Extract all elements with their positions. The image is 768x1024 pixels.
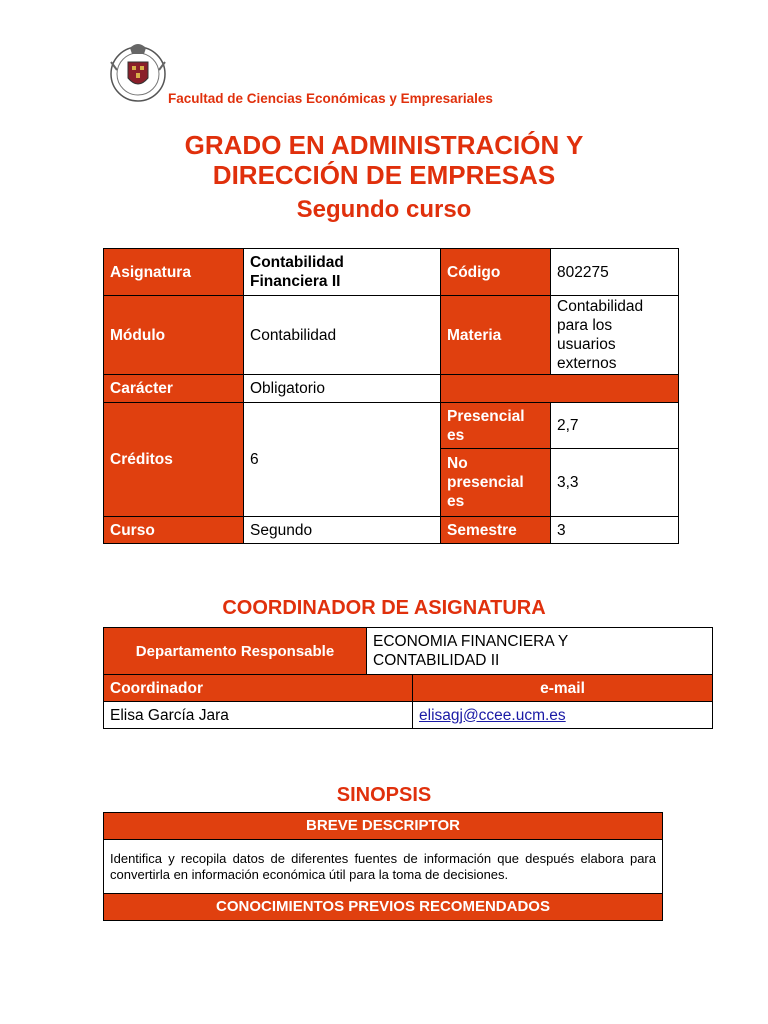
coordinator-email-link[interactable]: elisagj@ccee.ucm.es bbox=[419, 706, 566, 724]
department-value bbox=[367, 628, 713, 675]
no-presenciales-label-line-3: es bbox=[447, 493, 465, 510]
table-row bbox=[104, 894, 663, 921]
previous-knowledge-header: CONOCIMIENTOS PREVIOS RECOMENDADOS bbox=[104, 894, 663, 921]
curso-label: Curso bbox=[104, 517, 244, 544]
no-presenciales-label bbox=[441, 449, 551, 517]
table-row bbox=[104, 517, 679, 544]
department-value-line-1: ECONOMIA FINANCIERA Y bbox=[373, 633, 569, 650]
no-presenciales-value: 3,3 bbox=[551, 449, 679, 517]
table-row bbox=[104, 249, 679, 296]
table-row bbox=[104, 702, 713, 729]
department-value-line-2: CONTABILIDAD II bbox=[373, 652, 500, 669]
semestre-label: Semestre bbox=[441, 517, 551, 544]
coordinator-heading: COORDINADOR DE ASIGNATURA bbox=[222, 597, 546, 619]
table-row bbox=[104, 675, 713, 702]
materia-value bbox=[551, 296, 679, 375]
caracter-filler bbox=[441, 375, 679, 403]
materia-value-line-2: para los bbox=[557, 317, 613, 334]
materia-label: Materia bbox=[441, 296, 551, 375]
subject-table bbox=[103, 248, 679, 544]
coordinator-name: Elisa García Jara bbox=[104, 702, 413, 729]
modulo-value: Contabilidad bbox=[244, 296, 441, 375]
materia-value-line-3: usuarios bbox=[557, 336, 616, 353]
email-header: e-mail bbox=[413, 675, 713, 702]
no-presenciales-label-line-2: presencial bbox=[447, 474, 524, 491]
caracter-value: Obligatorio bbox=[244, 375, 441, 403]
curso-value: Segundo bbox=[244, 517, 441, 544]
presenciales-label bbox=[441, 403, 551, 449]
faculty-name: Facultad de Ciencias Económicas y Empresariales bbox=[168, 91, 493, 106]
codigo-label: Código bbox=[441, 249, 551, 296]
asignatura-label: Asignatura bbox=[104, 249, 244, 296]
semestre-value: 3 bbox=[551, 517, 679, 544]
creditos-value: 6 bbox=[244, 403, 441, 517]
course-year: Segundo curso bbox=[296, 196, 472, 223]
descriptor-header: BREVE DESCRIPTOR bbox=[104, 813, 663, 840]
materia-value-line-4: externos bbox=[557, 355, 617, 372]
degree-title bbox=[0, 130, 768, 190]
table-row bbox=[104, 628, 713, 675]
presenciales-label-line-2: es bbox=[447, 426, 465, 444]
university-seal-logo bbox=[108, 40, 168, 104]
degree-title-line-1: GRADO EN ADMINISTRACIÓN Y bbox=[184, 130, 584, 160]
caracter-label: Carácter bbox=[104, 375, 244, 403]
coordinator-email-cell bbox=[413, 702, 713, 729]
asignatura-value-line-2: Financiera II bbox=[250, 273, 341, 290]
table-row bbox=[104, 840, 663, 894]
table-row bbox=[104, 813, 663, 840]
table-row bbox=[104, 403, 679, 449]
department-label: Departamento Responsable bbox=[104, 628, 367, 675]
presenciales-value: 2,7 bbox=[551, 403, 679, 449]
table-row bbox=[104, 375, 679, 403]
materia-value-line-1: Contabilidad bbox=[557, 298, 644, 315]
asignatura-value-line-1: Contabilidad bbox=[250, 254, 344, 271]
coordinador-header: Coordinador bbox=[104, 675, 413, 702]
degree-title-line-2: DIRECCIÓN DE EMPRESAS bbox=[212, 160, 556, 190]
coordinator-table bbox=[103, 627, 713, 729]
codigo-value: 802275 bbox=[551, 249, 679, 296]
no-presenciales-label-line-1: No bbox=[447, 455, 468, 472]
asignatura-value bbox=[244, 249, 441, 296]
descriptor-text: Identifica y recopila datos de diferentes fuentes de información que después elabora para convertirla en información económica útil para la toma de decisiones. bbox=[104, 840, 663, 894]
creditos-label: Créditos bbox=[104, 403, 244, 517]
presenciales-label-line-1: Presencial bbox=[447, 407, 525, 425]
modulo-label: Módulo bbox=[104, 296, 244, 375]
table-row bbox=[104, 296, 679, 375]
synopsis-heading: SINOPSIS bbox=[336, 784, 432, 806]
synopsis-table bbox=[103, 812, 663, 921]
